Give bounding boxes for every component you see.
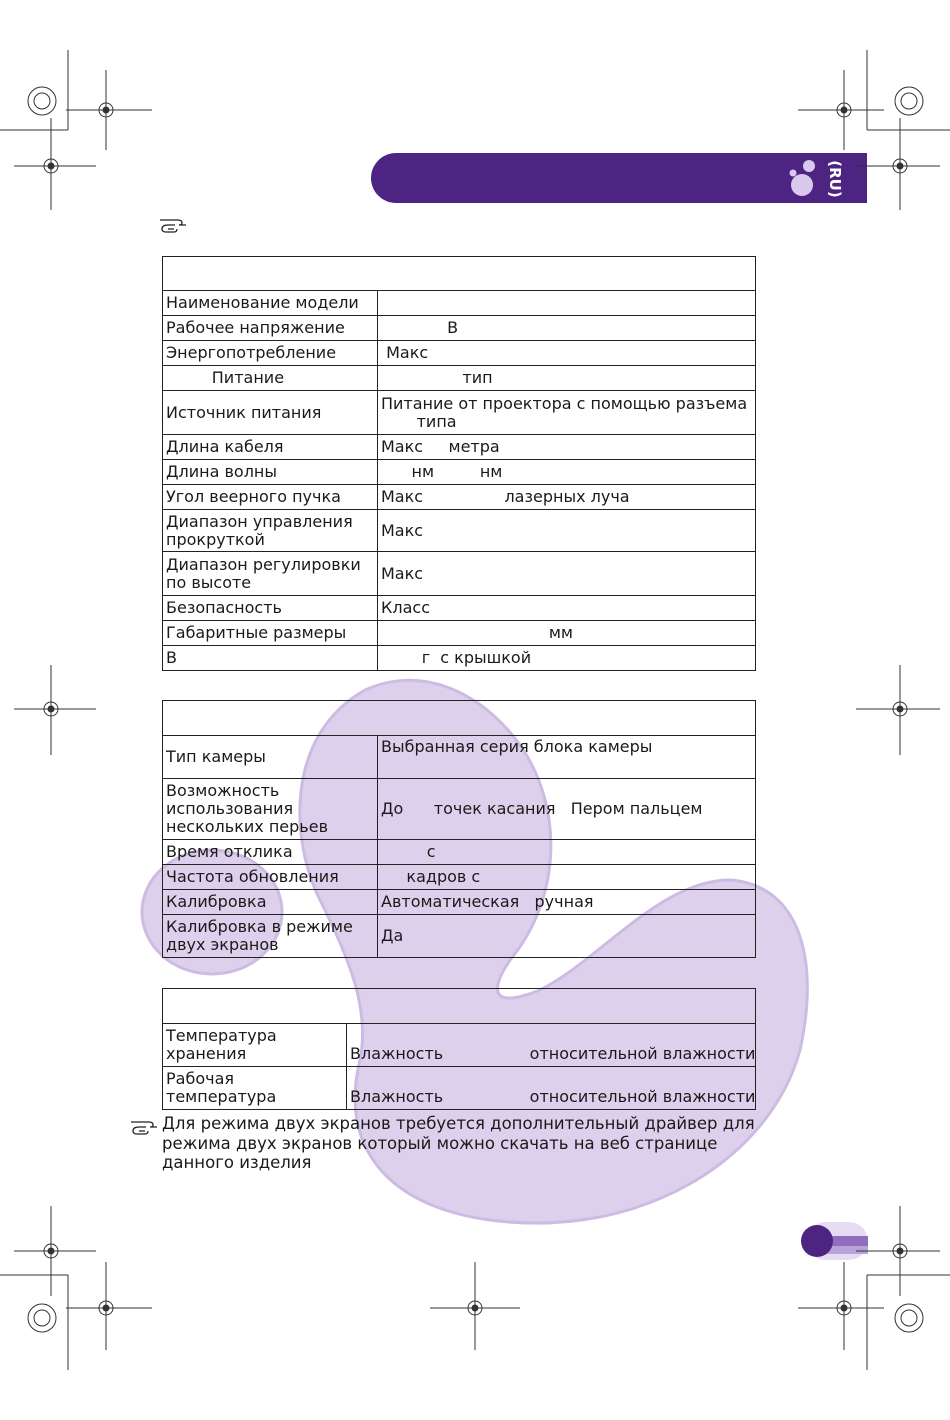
spec-label: Температура хранения [163,1024,347,1067]
spec-value: До точек касания Пером пальцем [378,779,756,840]
spec-value: Да [378,915,756,958]
spec-value: тип [378,366,756,391]
spec-value: кадров с [378,865,756,890]
spec-label: Диапазон регулировки по высоте [163,552,378,596]
spec-value: Макс лазерных луча [378,485,756,510]
spec-value: Влажность относительной влажности [347,1067,756,1110]
spec-value: В [378,316,756,341]
spec-label: Габаритные размеры [163,621,378,646]
spec-label: Длина волны [163,460,378,485]
language-label: (RU) [826,160,844,198]
spec-label: Время отклика [163,840,378,865]
spec-label: Калибровка [163,890,378,915]
spec-value: Макс [378,510,756,552]
spec-label: Частота обновления [163,865,378,890]
spec-label: Безопасность [163,596,378,621]
spec-label: Возможность использования нескольких перьев [163,779,378,840]
footnote-text: Для режима двух экранов требуется дополнительный драйвер для режима двух экранов который можно скачать на веб странице данного изделия [162,1114,755,1172]
spec-label: Длина кабеля [163,435,378,460]
spec-value: Макс [378,552,756,596]
spec-label: Диапазон управления прокруткой [163,510,378,552]
spec-value: Макс [378,341,756,366]
spec-label: В [163,646,378,671]
spec-label: Тип камеры [163,736,378,779]
spec-value: Автоматическая ручная [378,890,756,915]
spec-value: с [378,840,756,865]
spec-label: Наименование модели [163,291,378,316]
spec-value: мм [378,621,756,646]
spec-value: Влажность относительной влажности [347,1024,756,1067]
spec-value: нм нм [378,460,756,485]
spec-value: Класс [378,596,756,621]
spec-label: Рабочее напряжение [163,316,378,341]
spec-label: Калибровка в режиме двух экранов [163,915,378,958]
spec-label: Рабочая температура [163,1067,347,1110]
spec-value: г с крышкой [378,646,756,671]
spec-value: Выбранная серия блока камеры [378,736,756,779]
spec-value: Макс метра [378,435,756,460]
spec-label: Угол веерного пучка [163,485,378,510]
spec-label: Энергопотребление [163,341,378,366]
spec-label: Питание [163,366,378,391]
spec-value: Питание от проектора с помощью разъема типа [378,391,756,435]
spec-label: Источник питания [163,391,378,435]
